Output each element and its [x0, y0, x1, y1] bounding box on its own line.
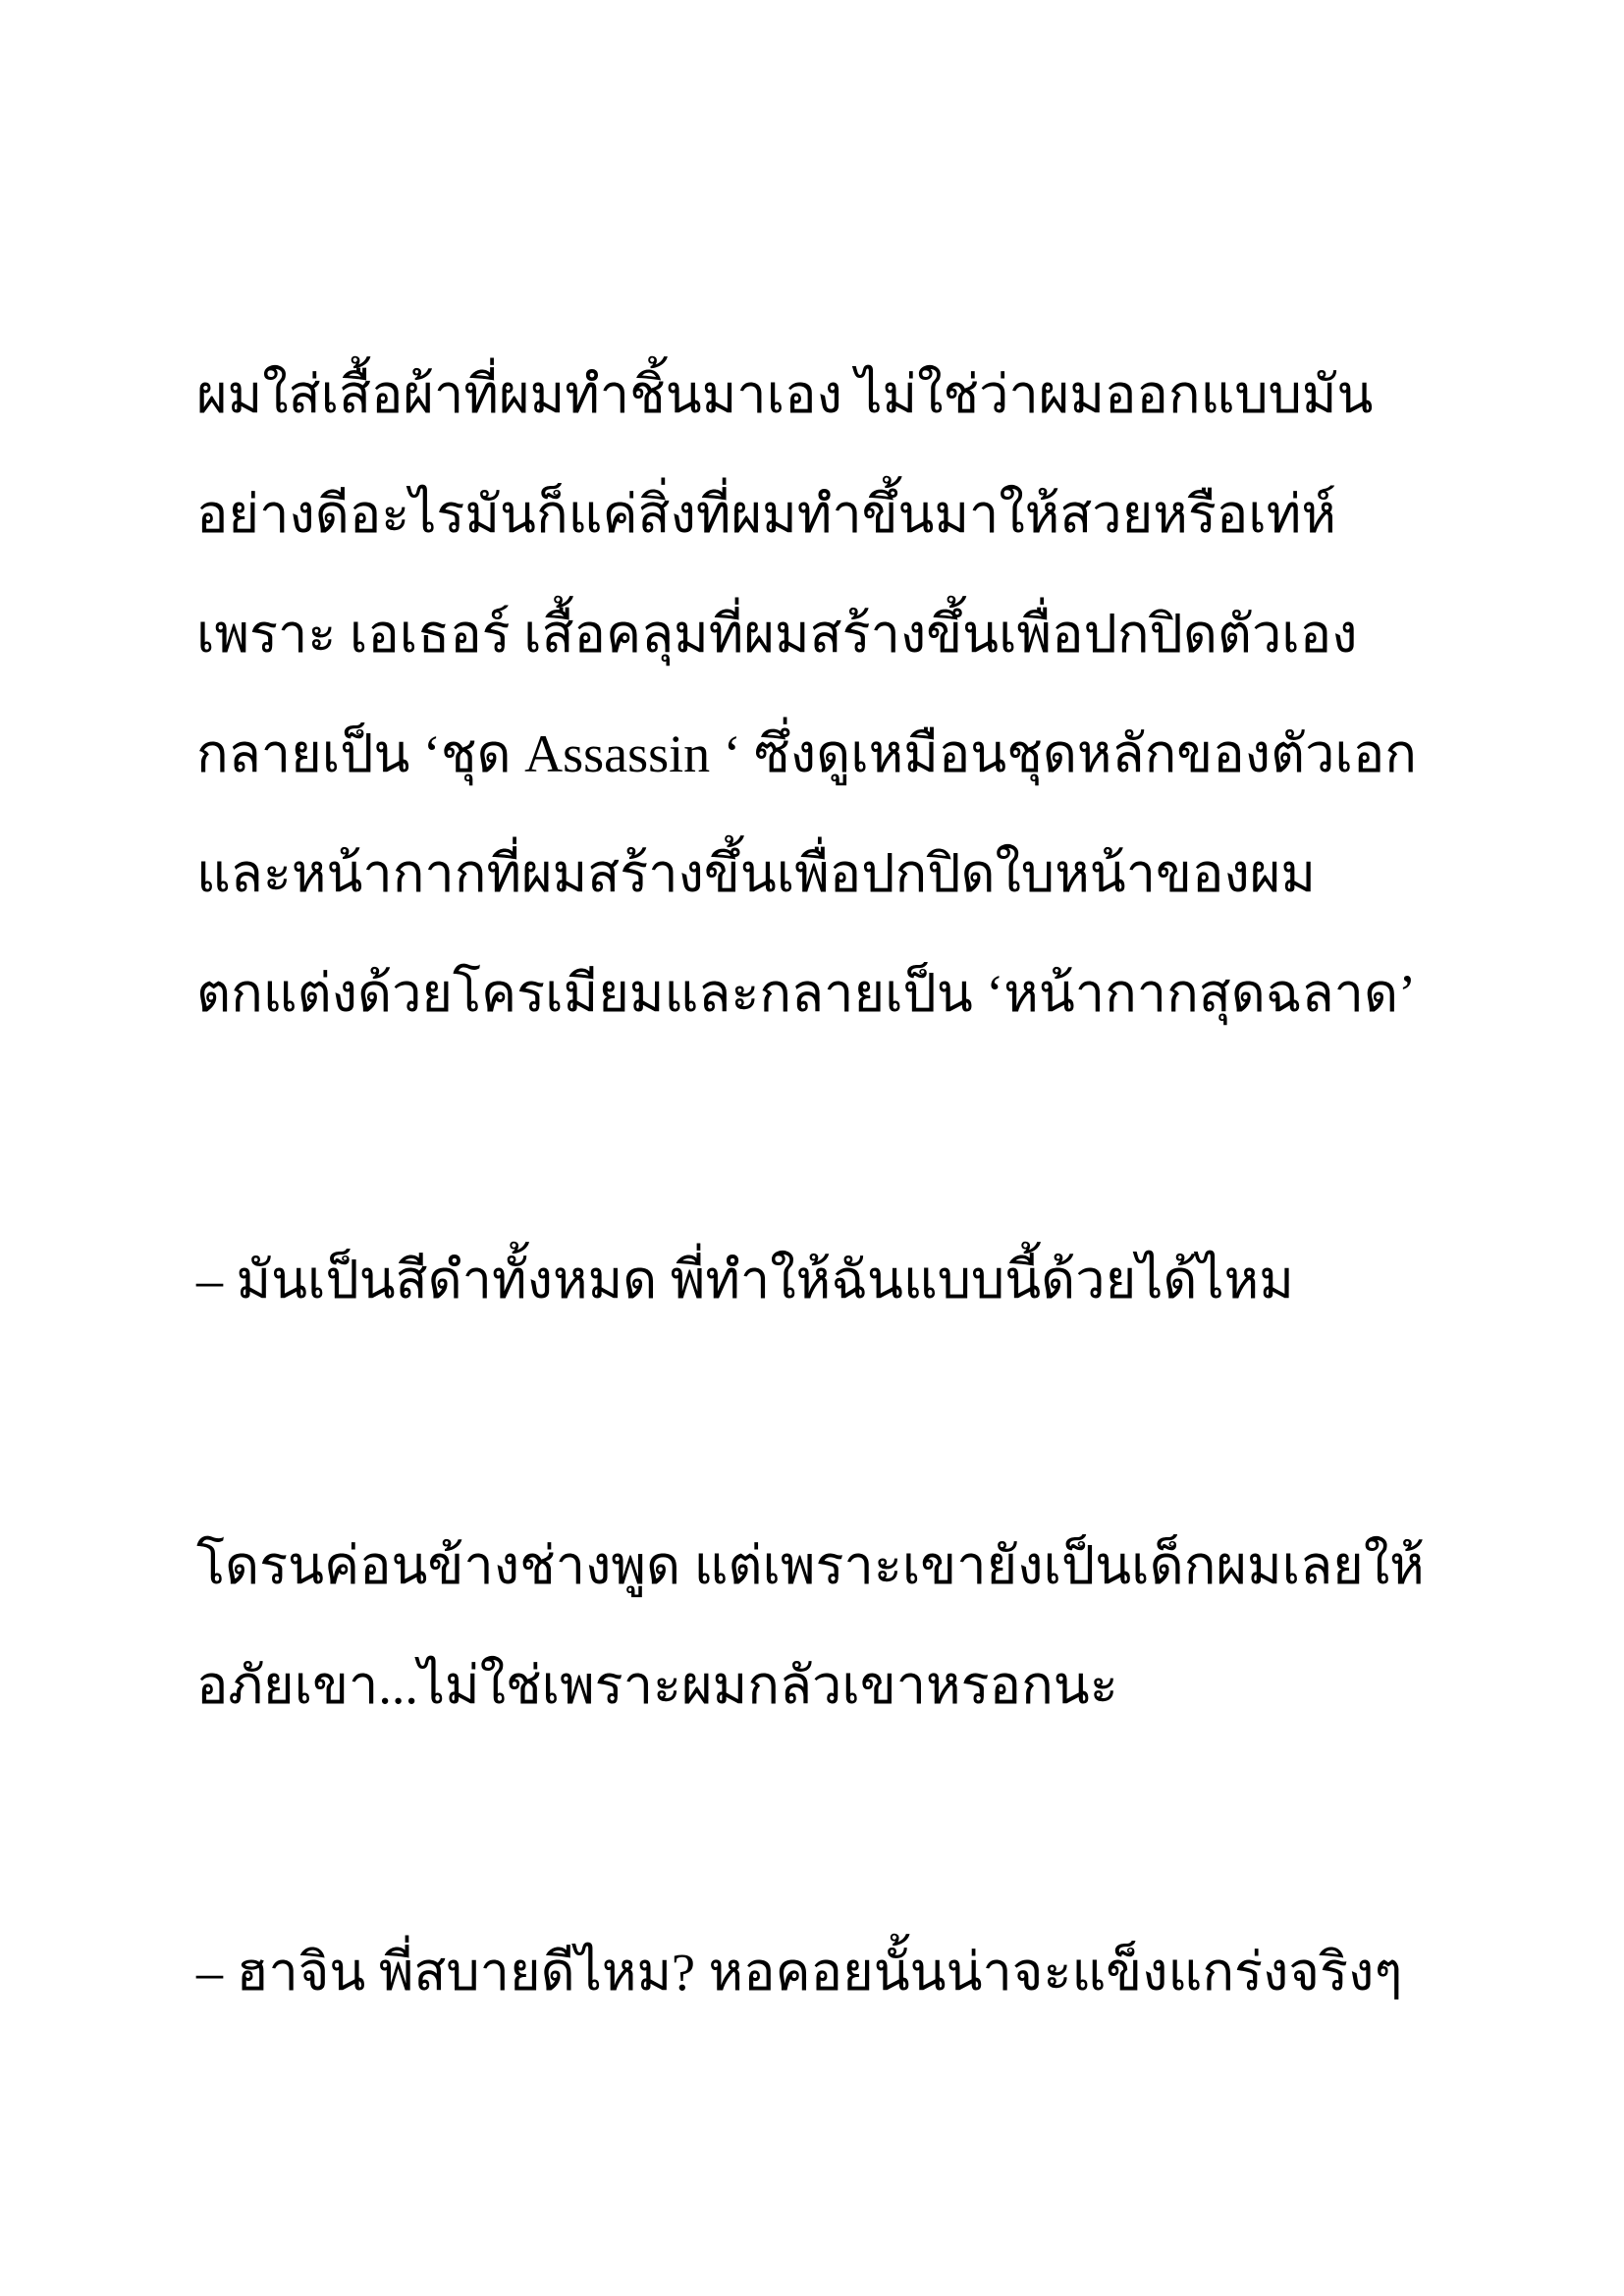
paragraph-3-line-1: โดรนค่อนข้างช่างพูด แต่เพราะเขายังเป็นเด็กผมเลยให้ — [196, 1536, 1425, 1595]
paragraph-1-line-2: อย่างดีอะไรมันก็แค่สิ่งที่ผมทำขึ้นมาให้สวยหรือเท่ห์ — [196, 485, 1336, 544]
paragraph-3-line-2: อภัยเขา...ไม่ใช่เพราะผมกลัวเขาหรอกนะ — [196, 1656, 1118, 1715]
paragraph-1-line-3: เพราะ เอเธอร์ เสื้อคลุมที่ผมสร้างขึ้นเพื่อปกปิดตัวเอง — [196, 605, 1358, 664]
paragraph-1-line-5: และหน้ากากที่ผมสร้างขึ้นเพื่อปกปิดใบหน้าของผม — [196, 844, 1316, 903]
paragraph-1-line-1: ผมใส่เสื้อผ้าที่ผมทำชิ้นมาเอง ไม่ใช่ว่าผมออกแบบมัน — [196, 365, 1374, 424]
paragraph-2-line-1: – มันเป็นสีดำทั้งหมด พี่ทำให้ฉันแบบนี้ด้วยได้ไหม — [196, 1251, 1294, 1309]
paragraph-4-line-1: – ฮาจิน พี่สบายดีไหม? หอคอยนั้นน่าจะแข็งแกร่งจริงๆ — [196, 1943, 1403, 2002]
paragraph-1-line-4: กลายเป็น ‘ชุด Assassin ‘ ซึ่งดูเหมือนชุดหลักของตัวเอก — [196, 724, 1417, 783]
paragraph-1-line-6: ตกแต่งด้วยโครเมียมและกลายเป็น ‘หน้ากากสุดฉลาด’ — [196, 964, 1417, 1023]
